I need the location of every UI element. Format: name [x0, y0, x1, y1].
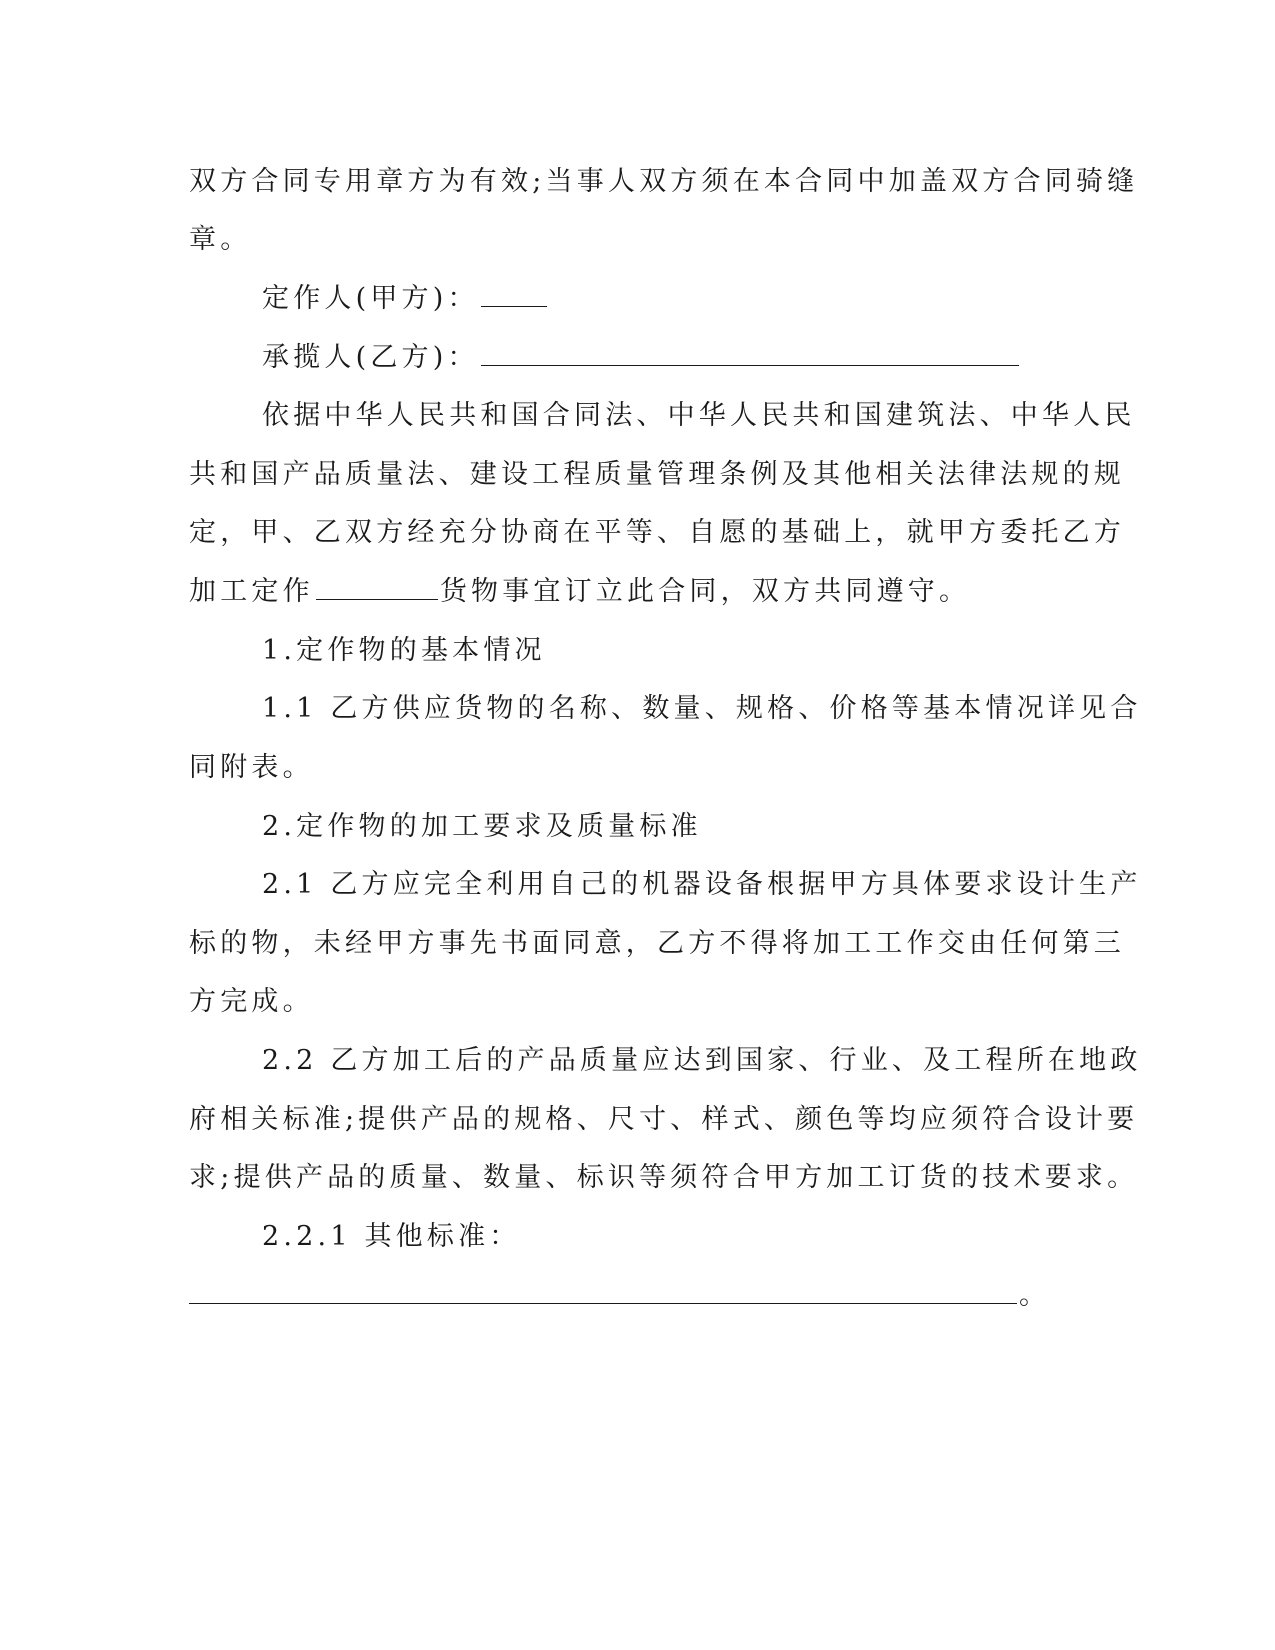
paragraph-line: 1.1 乙方供应货物的名称、数量、规格、价格等基本情况详见合 [262, 693, 1142, 724]
paragraph-line: 定，甲、乙双方经充分协商在平等、自愿的基础上，就甲方委托乙方 [189, 517, 1125, 548]
paragraph-line: 求;提供产品的质量、数量、标识等须符合甲方加工订货的技术要求。 [189, 1162, 1139, 1193]
line-text: 货物事宜订立此合同，双方共同遵守。 [439, 576, 971, 607]
party-b-line [262, 341, 1021, 375]
subsection-heading: 2.2.1 其他标准： [262, 1221, 521, 1252]
paragraph-line: 方完成。 [189, 986, 314, 1017]
line-text: 加工定作 [189, 576, 314, 607]
paragraph-line [189, 575, 970, 609]
paragraph-line: 府相关标准;提供产品的规格、尺寸、样式、颜色等均应须符合设计要 [189, 1104, 1139, 1135]
other-standards-blank [189, 1281, 1017, 1304]
paragraph-line: 依据中华人民共和国合同法、中华人民共和国建筑法、中华人民 [262, 400, 1136, 431]
section-heading: 1.定作物的基本情况 [262, 635, 546, 666]
paragraph-line: 共和国产品质量法、建设工程质量管理条例及其他相关法律法规的规 [189, 459, 1125, 490]
paragraph-line: 标的物，未经甲方事先书面同意，乙方不得将加工工作交由任何第三 [189, 928, 1125, 959]
party-a-label: 定作人(甲方)： [262, 283, 479, 314]
party-a-line [262, 282, 549, 316]
paragraph-line: 章。 [189, 224, 252, 255]
party-a-blank [481, 284, 547, 307]
line-end-punct: 。 [1019, 1280, 1051, 1311]
paragraph-line: 双方合同专用章方为有效;当事人双方须在本合同中加盖双方合同骑缝 [189, 166, 1139, 197]
party-b-label: 承揽人(乙方)： [262, 342, 479, 373]
other-standards-line [189, 1279, 1050, 1313]
paragraph-line: 2.1 乙方应完全利用自己的机器设备根据甲方具体要求设计生产 [262, 869, 1142, 900]
party-b-blank [481, 343, 1019, 366]
paragraph-line: 2.2 乙方加工后的产品质量应达到国家、行业、及工程所在地政 [262, 1045, 1142, 1076]
section-heading: 2.定作物的加工要求及质量标准 [262, 811, 702, 842]
paragraph-line: 同附表。 [189, 752, 314, 783]
goods-blank [316, 577, 438, 600]
